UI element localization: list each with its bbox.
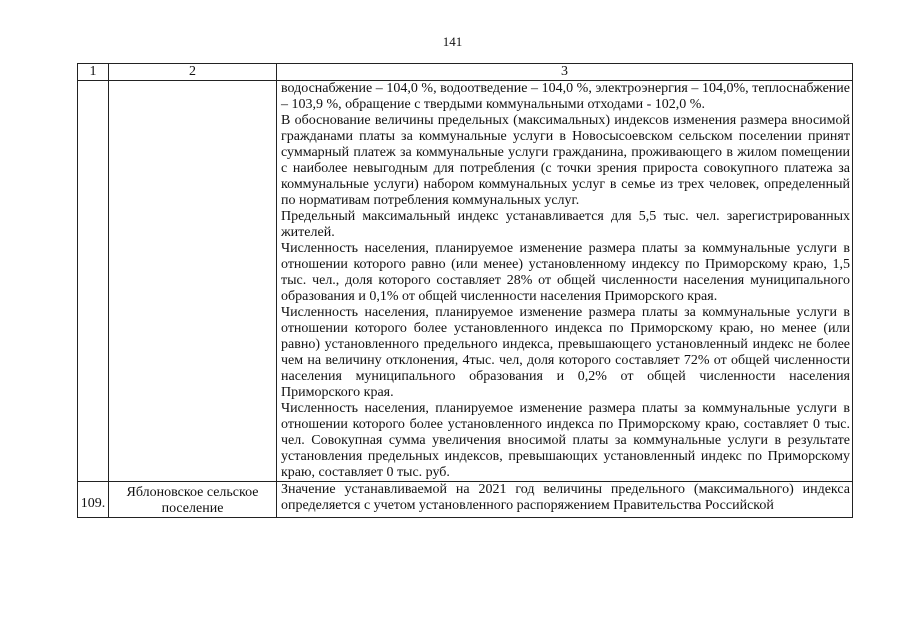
cell-number-empty (78, 81, 109, 482)
paragraph-justification: В обоснование величины предельных (максимальных) индексов изменения размера вносимой гражданами платы за коммунальные услуги в Новосысоевском сельском поселении принят суммарный платеж за коммунальные услуги гражданина, проживающего в жилом помещении с наиболее невыгодным для потребления (с точки зрения прироста совокупного платежа за коммунальные услуги) набором коммунальных услуг в семье из трех человек, определенный по нормативам потребления коммунальных услуг. (281, 113, 850, 208)
table-header-row (78, 64, 853, 81)
settlement-name: Яблоновское сельское поселение (109, 482, 277, 518)
column-header-2: 2 (109, 64, 277, 81)
document-table (77, 63, 853, 518)
paragraph-population-above: Численность населения, планируемое изменение размера платы за коммунальные услуги в отношении которого более установленного индекса по Приморскому краю, но менее (или равно) установленного предельного индекса, превышающего установленный индекс не более чем на величину отклонения, 4тыс. чел, доля которого составляет 72% от общей численности населения муниципального образования и 0,2% от общей численности населения Приморского края. (281, 305, 850, 400)
cell-text-continued (277, 81, 853, 482)
cell-name-empty (109, 81, 277, 482)
paragraph-population-equal: Численность населения, планируемое изменение размера платы за коммунальные услуги в отношении которого равно (или менее) установленному индексу по Приморскому краю, 1,5 тыс. чел., доля которого составляет 28% от общей численности населения муниципального образования и 0,1% от общей численности населения Приморского края. (281, 241, 850, 304)
column-header-3: 3 (277, 64, 853, 81)
paragraph-index-value: Значение устанавливаемой на 2021 год величины предельного (максимального) индекса определяется с учетом установленного распоряжением Правительства Российской (281, 482, 850, 513)
table-row-continued (78, 81, 853, 482)
table-row-109 (78, 482, 853, 518)
paragraph-max-index: Предельный максимальный индекс устанавливается для 5,5 тыс. чел. зарегистрированных жителей. (281, 209, 850, 240)
paragraph-population-exceed: Численность населения, планируемое изменение размера платы за коммунальные услуги в отношении которого более установленного индекса по Приморскому краю, составляет 0 тыс. чел. Совокупная сумма увеличения вносимой платы за коммунальные услуги в результате установления предельных индексов, превышающих установленный индекс по Приморскому краю, составляет 0 тыс. руб. (281, 401, 850, 480)
row-number: 109. (78, 482, 109, 518)
paragraph-tariffs: водоснабжение – 104,0 %, водоотведение – 104,0 %, электроэнергия – 104,0%, теплоснабжение – 103,9 %, обращение с твердыми коммунальными отходами - 102,0 %. (281, 81, 850, 112)
column-header-1: 1 (78, 64, 109, 81)
page-number: 141 (442, 34, 463, 49)
cell-text-109 (277, 482, 853, 518)
